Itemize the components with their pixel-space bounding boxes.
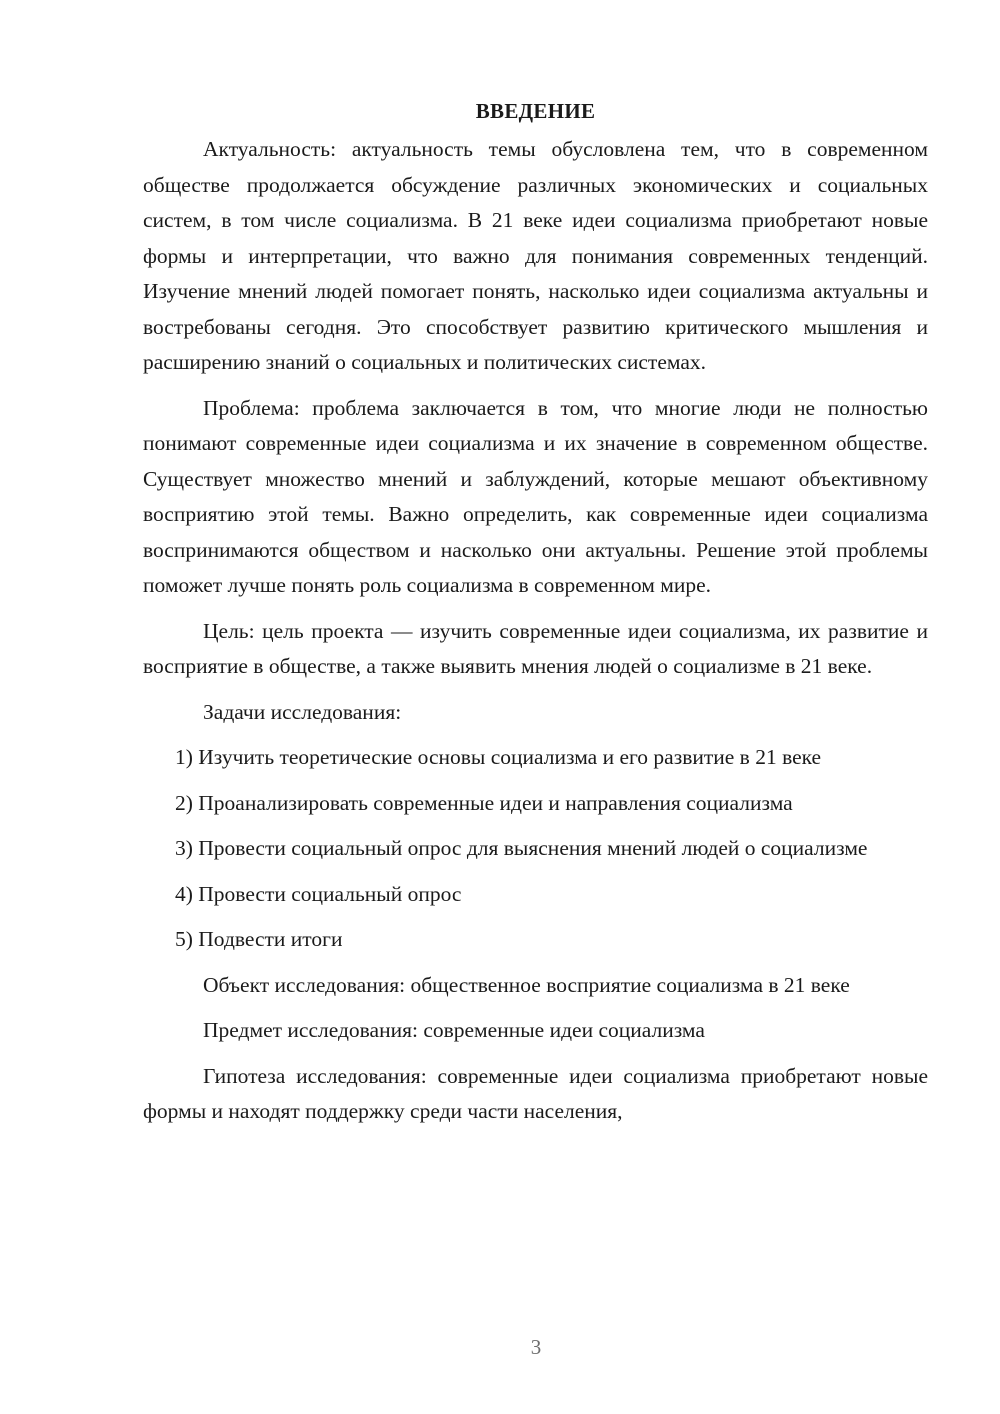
- section-heading: ВВЕДЕНИЕ: [475, 99, 596, 123]
- task-item-5: 5) Подвести итоги: [175, 927, 343, 951]
- page-number: 3: [530, 1335, 542, 1359]
- task-item-2: 2) Проанализировать современные идеи и направления социализма: [175, 790, 793, 815]
- task-item-1: 1) Изучить теоретические основы социализма и его развитие в 21 веке: [175, 745, 822, 769]
- tasks-heading: Задачи исследования:: [203, 699, 402, 724]
- task-item-3: 3) Провести социальный опрос для выяснения мнений людей о социализме: [175, 836, 868, 860]
- document-body: [143, 96, 928, 1140]
- goal-paragraph: Цель: цель проекта — изучить современные идеи социализма, их развитие и восприятие в обществе, а также выявить мнения людей о социализме в 21 веке.: [143, 618, 928, 678]
- problem-paragraph: Проблема: проблема заключается в том, что многие люди не полностью понимают современные идеи социализма и их значение в современном обществе. Существует множество мнений и заблуждений, которые мешают объективному восприятию этой темы. Важно определить, как современные идеи социализма воспринимаются обществом и насколько они актуальны. Решение этой проблемы поможет лучше понять роль социализма в современном мире.: [143, 395, 928, 597]
- research-subject-paragraph: Предмет исследования: современные идеи социализма: [203, 1018, 705, 1042]
- research-object-paragraph: Объект исследования: общественное восприятие социализма в 21 веке: [203, 972, 850, 997]
- task-item-4: 4) Провести социальный опрос: [175, 881, 462, 906]
- hypothesis-paragraph: Гипотеза исследования: современные идеи социализма приобретают новые формы и находят поддержку среди части населения,: [143, 1063, 928, 1123]
- relevance-paragraph: Актуальность: актуальность темы обусловлена тем, что в современном обществе продолжается обсуждение различных экономических и социальных систем, в том числе социализма. В 21 веке идеи социализма приобретают новые формы и интерпретации, что важно для понимания современных тенденций. Изучение мнений людей помогает понять, насколько идеи социализма актуальны и востребованы сегодня. Это способствует развитию критического мышления и расширению знаний о социальных и политических системах.: [143, 137, 928, 374]
